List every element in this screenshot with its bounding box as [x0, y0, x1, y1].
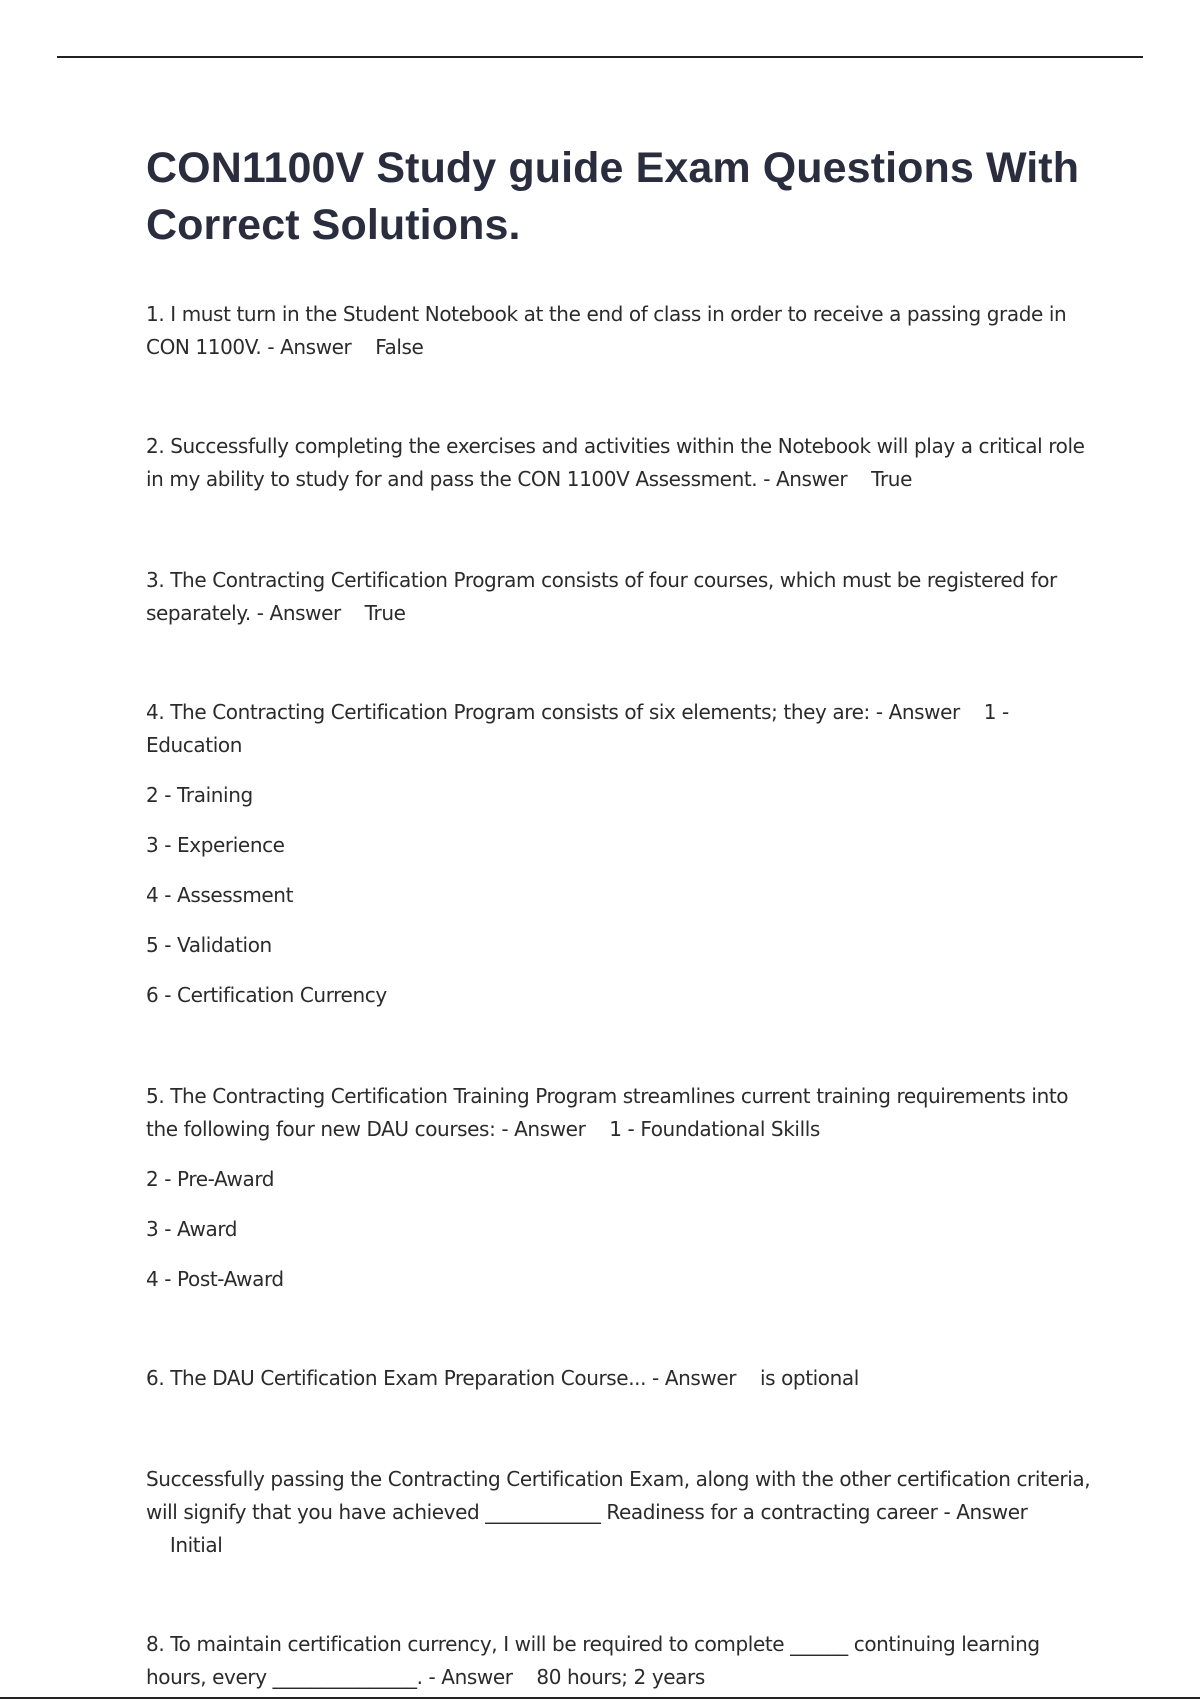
list-item: 3 - Award: [146, 1217, 238, 1241]
question-8: [146, 1628, 1096, 1694]
question-4: [146, 696, 1096, 762]
answer-text: 1 - Education: [146, 700, 1009, 757]
answer-text: True: [871, 467, 912, 491]
answer-text: 80 hours; 2 years: [536, 1665, 705, 1689]
answer-text: True: [364, 601, 406, 625]
question-text: 5. The Contracting Certification Training Program streamlines current training requirements into the following four new DAU courses: - Answer: [146, 1084, 1069, 1141]
answer-text: Initial: [169, 1533, 223, 1557]
question-3: [146, 564, 1096, 630]
question-6: [146, 1362, 1096, 1395]
question-text: 3. The Contracting Certification Program consists of four courses, which must be registered for separately. - Answer: [146, 568, 1057, 625]
list-item: 2 - Training: [146, 783, 253, 807]
list-item: 5 - Validation: [146, 933, 272, 957]
question-5: [146, 1080, 1096, 1146]
document-body: [146, 140, 1096, 1694]
list-item: 2 - Pre-Award: [146, 1167, 275, 1191]
bottom-rule: [0, 1697, 1200, 1699]
answer-text: 1 - Foundational Skills: [609, 1117, 820, 1141]
question-text: 8. To maintain certification currency, I will be required to complete ______ continuing learning hours, every _______________. - Answer: [146, 1632, 1040, 1689]
answer-text: is optional: [759, 1366, 859, 1390]
question-text: 6. The DAU Certification Exam Preparation Course... - Answer: [146, 1366, 737, 1390]
question-text: 4. The Contracting Certification Program consists of six elements; they are: - Answer: [146, 700, 960, 724]
list-item: 3 - Experience: [146, 833, 285, 857]
list-item: 4 - Post-Award: [146, 1267, 284, 1291]
question-2: [146, 430, 1096, 496]
answer-text: False: [375, 335, 424, 359]
top-rule: [57, 56, 1143, 58]
question-1: [146, 298, 1096, 364]
document-title: CON1100V Study guide Exam Questions With Correct Solutions.: [146, 144, 1080, 249]
list-item: 4 - Assessment: [146, 883, 294, 907]
question-text: Successfully passing the Contracting Certification Exam, along with the other certification criteria, will signify that you have achieved ____________ Readiness for a contracting career - Answer: [146, 1467, 1091, 1524]
list-item: 6 - Certification Currency: [146, 983, 387, 1007]
question-text: 2. Successfully completing the exercises and activities within the Notebook will play a critical role in my ability to study for and pass the CON 1100V Assessment. - Answer: [146, 434, 1085, 491]
question-7: [146, 1463, 1096, 1562]
question-text: 1. I must turn in the Student Notebook at the end of class in order to receive a passing grade in CON 1100V. - Answer: [146, 302, 1067, 359]
